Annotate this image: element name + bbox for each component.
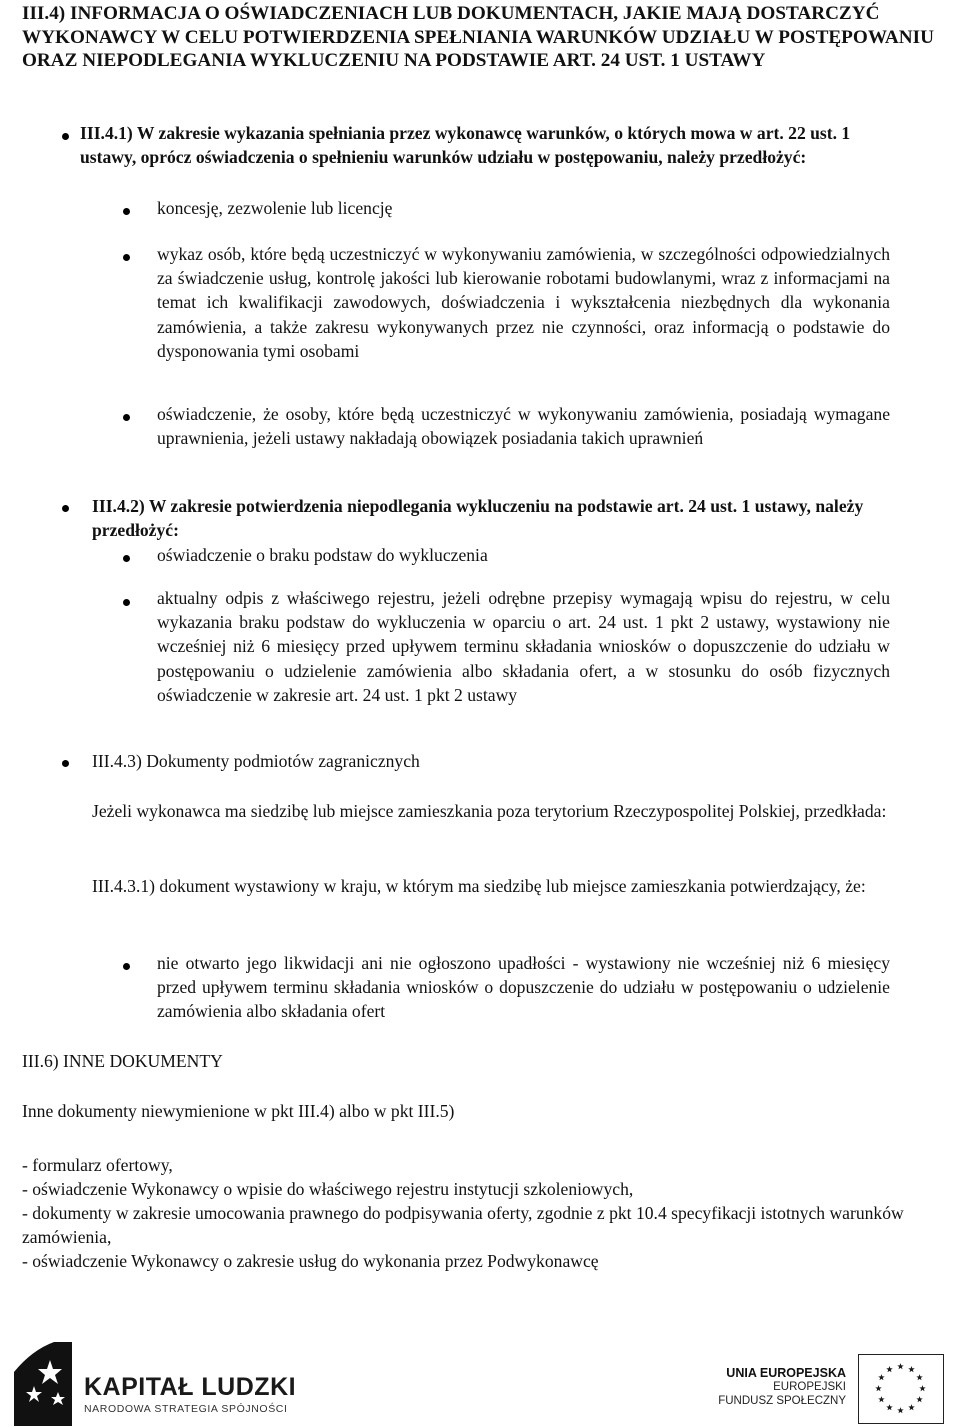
bullet-icon: [62, 505, 69, 512]
list-item: oświadczenie, że osoby, które będą uczestniczyć w wykonywaniu zamówienia, posiadają wymagane uprawnienia, jeżeli ustawy nakładają obowiązek posiadania takich uprawnień: [157, 404, 890, 449]
eu-star-icon: [908, 1366, 914, 1372]
bullet-icon: [123, 555, 130, 562]
list-line: - formularz ofertowy,: [22, 1155, 173, 1175]
footer: [0, 1340, 960, 1427]
eu-star-icon: [886, 1366, 892, 1372]
list-line: - oświadczenie Wykonawcy o wpisie do właściwego rejestru instytucji szkoleniowych,: [22, 1179, 634, 1199]
bullet-icon: [123, 599, 130, 606]
logo-title: KAPITAŁ LUDZKI: [84, 1373, 297, 1401]
list-item: aktualny odpis z właściwego rejestru, jeżeli odrębne przepisy wymagają wpisu do rejestru, w celu wykazania braku podstaw do wykluczenia w oparciu o art. 24 ust. 1 pkt 2 ustawy, wystawiony nie wcześniej niż 6 miesięcy przed upływem terminu składania wniosków o dopuszczenie do udziału w postępowaniu o udzielenie zamówienia albo składania ofert, a w stosunku do osób fizycznych oświadczenie w zakresie art. 24 ust. 1 pkt 2 ustawy: [157, 588, 890, 705]
kapital-ludzki-logo-icon: [14, 1342, 76, 1426]
eu-star-icon: [878, 1374, 884, 1380]
eu-star-icon: [897, 1363, 903, 1369]
section-title-6: III.6) INNE DOKUMENTY: [22, 1051, 223, 1071]
subsection-title-4-3: III.4.3) Dokumenty podmiotów zagranicznych: [92, 751, 420, 771]
bullet-icon: [123, 254, 130, 261]
kapital-ludzki-text: [84, 1374, 296, 1415]
bullet-icon: [62, 133, 69, 140]
list-item: oświadczenie o braku podstaw do wykluczenia: [157, 545, 488, 565]
bullet-icon: [123, 963, 130, 970]
list-item: koncesję, zezwolenie lub licencję: [157, 198, 393, 218]
paragraph: III.4.3.1) dokument wystawiony w kraju, w którym ma siedzibę lub miejsce zamieszkania potwierdzający, że:: [92, 876, 866, 896]
bullet-icon: [62, 760, 69, 767]
subsection-title-4-2: III.4.2) W zakresie potwierdzenia niepodlegania wykluczeniu na podstawie art. 24 ust. 1 ustawy, należy przedłożyć:: [92, 496, 864, 541]
eu-star-icon: [916, 1374, 922, 1380]
list-line: - dokumenty w zakresie umocowania prawnego do podpisywania oferty, zgodnie z pkt 10.4 specyfikacji istotnych warunków zamówienia,: [22, 1203, 904, 1247]
subsection-title-4-1: III.4.1) W zakresie wykazania spełniania przez wykonawcę warunków, o których mowa w art. 22 ust. 1 ustawy, oprócz oświadczenia o spełnieniu warunków udziału w postępowaniu, należy przedłożyć:: [80, 123, 851, 168]
eu-star-icon: [916, 1396, 922, 1402]
paragraph: Jeżeli wykonawca ma siedzibę lub miejsce zamieszkania poza terytorium Rzeczypospolitej Polskiej, przedkłada:: [92, 801, 887, 821]
list-item: nie otwarto jego likwidacji ani nie ogłoszono upadłości - wystawiony nie wcześniej niż 6 miesięcy przed upływem terminu składania wniosków o dopuszczenie do udziału w postępowaniu o udzielenie zamówienia albo składania ofert: [157, 953, 890, 1022]
eu-star-icon: [878, 1396, 884, 1402]
list-item: wykaz osób, które będą uczestniczyć w wykonywaniu zamówienia, w szczególności odpowiedzialnych za świadczenie usług, kontrolę jakości lub kierowanie robotami budowlanymi, wraz z informacjami na temat ich kwalifikacji zawodowych, doświadczenia i wykształcenia niezbędnych dla wykonania zamówienia, a także zakresu wykonywanych przez nie czynności, oraz informacją o podstawie do dysponowania tymi osobami: [157, 244, 890, 361]
bullet-icon: [123, 208, 130, 215]
list-line: - oświadczenie Wykonawcy o zakresie usług do wykonania przez Podwykonawcę: [22, 1251, 599, 1271]
bullet-icon: [123, 414, 130, 421]
eu-star-icon: [897, 1407, 903, 1413]
eu-star-icon: [875, 1385, 881, 1391]
eu-star-icon: [908, 1404, 914, 1410]
eu-flag-icon: [858, 1354, 944, 1424]
section-heading: III.4) INFORMACJA O OŚWIADCZENIACH LUB DOKUMENTACH, JAKIE MAJĄ DOSTARCZYĆ WYKONAWCY W CELU POTWIERDZENIA SPEŁNIANIA WARUNKÓW UDZIAŁU W POSTĘPOWANIU ORAZ NIEPODLEGANIA WYKLUCZENIU NA PODSTAWIE ART. 24 UST. 1 USTAWY: [22, 3, 934, 72]
eu-star-icon: [919, 1385, 925, 1391]
paragraph: Inne dokumenty niewymienione w pkt III.4) albo w pkt III.5): [22, 1101, 455, 1121]
ue-title: UNIA EUROPEJSKA: [726, 1366, 846, 1380]
ue-line: FUNDUSZ SPOŁECZNY: [718, 1395, 846, 1407]
logo-subtitle: NARODOWA STRATEGIA SPÓJNOŚCI: [84, 1403, 288, 1415]
ue-line: EUROPEJSKI: [773, 1381, 846, 1393]
eu-star-icon: [886, 1404, 892, 1410]
ue-text: [718, 1366, 846, 1408]
